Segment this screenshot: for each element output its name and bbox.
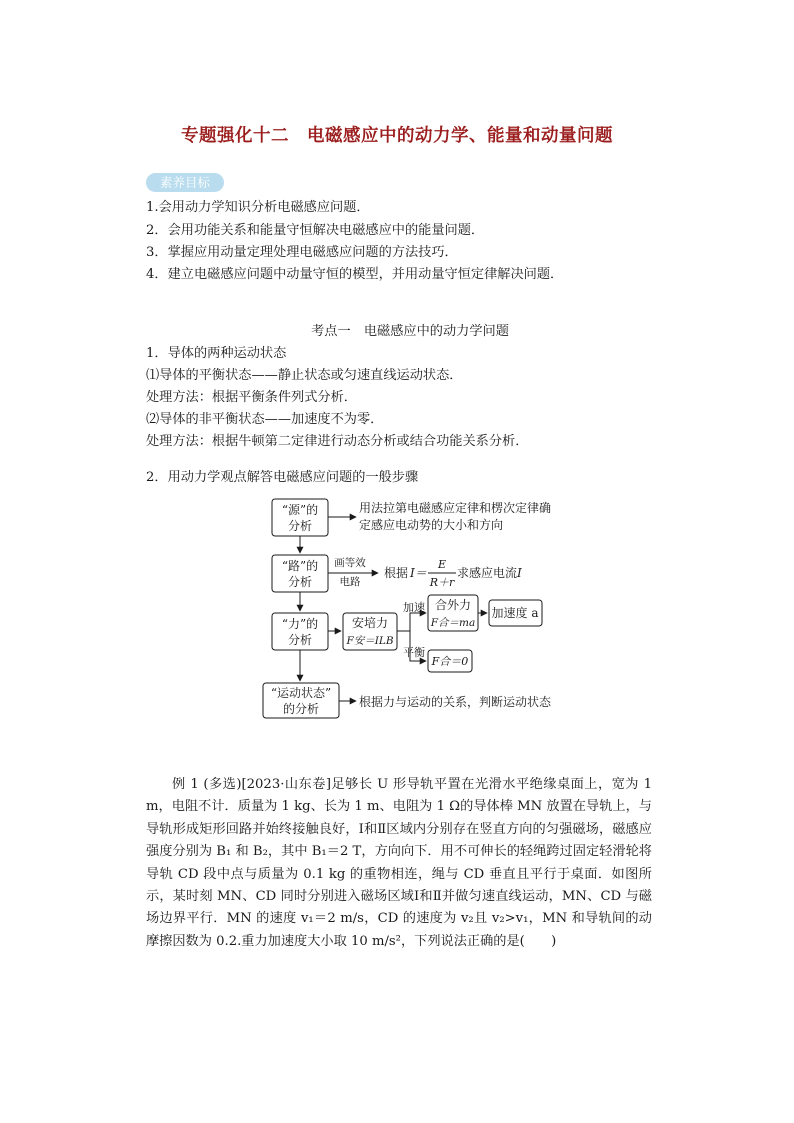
formula-denominator: R＋r <box>429 576 455 589</box>
path-edge-label: 画等效 <box>334 557 366 569</box>
source-description: 定感应电动势的大小和方向 <box>359 518 504 532</box>
path-description: 求感应电流 <box>457 566 518 580</box>
body-line: ⑵导体的非平衡状态——加速度不为零． <box>146 412 384 427</box>
ampere-label: 安培力 <box>351 616 389 630</box>
step-heading: 2．用动力学观点解答电磁感应问题的一般步骤 <box>146 470 419 485</box>
motion-label: “运动状态” <box>270 686 332 700</box>
path-variable: I <box>517 566 522 580</box>
goal-item: 1.会用动力学知识分析电磁感应问题． <box>146 200 370 215</box>
source-label: “源”的 <box>281 503 319 517</box>
motion-label: 的分析 <box>282 702 320 716</box>
example-paragraph <box>146 774 652 953</box>
example-text: 例 1 (多选)[2023·山东卷]足够长 U 形导轨平置在光滑水平绝缘桌面上，宽为 1 m，电阻不计．质量为 1 kg、长为 1 m、电阻为 1 Ω的导体棒 MN 放置在导轨上，与导轨形成矩形回路并始终接触良好，Ⅰ和Ⅱ区域内分别存在竖直方向的匀强磁场，磁感应强度分别为 B₁ 和 B₂，其中 B₁＝2 T，方向向下．用不可伸长的轻绳跨过固定轻滑轮将导轨 CD 段中点与质量为 0.1 kg 的重物相连，绳与 CD 垂直且平行于桌面．如图所示，某时刻 MN、CD 同时分别进入磁场区域Ⅰ和Ⅱ并做匀速直线运动，MN、CD 与磁场边界平行．MN 的速度 v₁＝2 m/s，CD 的速度为 v₂且 v₂>v₁，MN 和导轨间的动摩擦因数为 0.2.重力加速度大小取 10 m/s²，下列说法正确的是( ) <box>146 777 652 949</box>
body-line: 处理方法：根据牛顿第二定律进行动态分析或结合功能关系分析． <box>146 434 529 449</box>
path-label: 分析 <box>287 575 313 589</box>
motion-description: 根据力与运动的关系，判断运动状态 <box>359 695 552 709</box>
body-line: 1．导体的两种运动状态 <box>146 346 287 361</box>
goal-item: 2．会用功能关系和能量守恒解决电磁感应中的能量问题． <box>146 223 485 238</box>
zero-force-label: F合＝0 <box>431 655 469 668</box>
body-line: ⑴导体的平衡状态——静止状态或匀速直线运动状态． <box>146 368 463 383</box>
net-force-label: 合外力 <box>434 598 472 612</box>
balance-branch-label: 平衡 <box>403 646 425 659</box>
net-force-formula: F合＝ma <box>430 617 476 629</box>
force-label: 分析 <box>287 633 313 647</box>
path-label: “路”的 <box>281 559 319 573</box>
section-heading: 考点一 电磁感应中的动力学问题 <box>311 324 509 339</box>
accel-branch-label: 加速 <box>403 601 425 614</box>
ampere-formula: F安＝ILB <box>346 635 394 647</box>
formula-numerator: E <box>437 558 447 571</box>
goals-badge: 素养目标 <box>146 173 224 192</box>
page-title: 专题强化十二 电磁感应中的动力学、能量和动量问题 <box>181 126 613 146</box>
body-line: 处理方法：根据平衡条件列式分析． <box>146 390 357 405</box>
source-description: 用法拉第电磁感应定律和楞次定律确 <box>359 501 552 515</box>
goal-item: 4．建立电磁感应问题中动量守恒的模型，并用动量守恒定律解决问题． <box>146 267 564 282</box>
goal-item: 3．掌握应用动量定理处理电磁感应问题的方法技巧． <box>146 245 458 260</box>
force-label: “力”的 <box>281 617 319 631</box>
acceleration-label: 加速度 a <box>491 606 539 620</box>
formula-current: I＝ <box>410 566 427 580</box>
path-edge-label: 电路 <box>339 576 361 588</box>
source-label: 分析 <box>287 519 313 533</box>
path-description: 根据 <box>384 566 409 580</box>
